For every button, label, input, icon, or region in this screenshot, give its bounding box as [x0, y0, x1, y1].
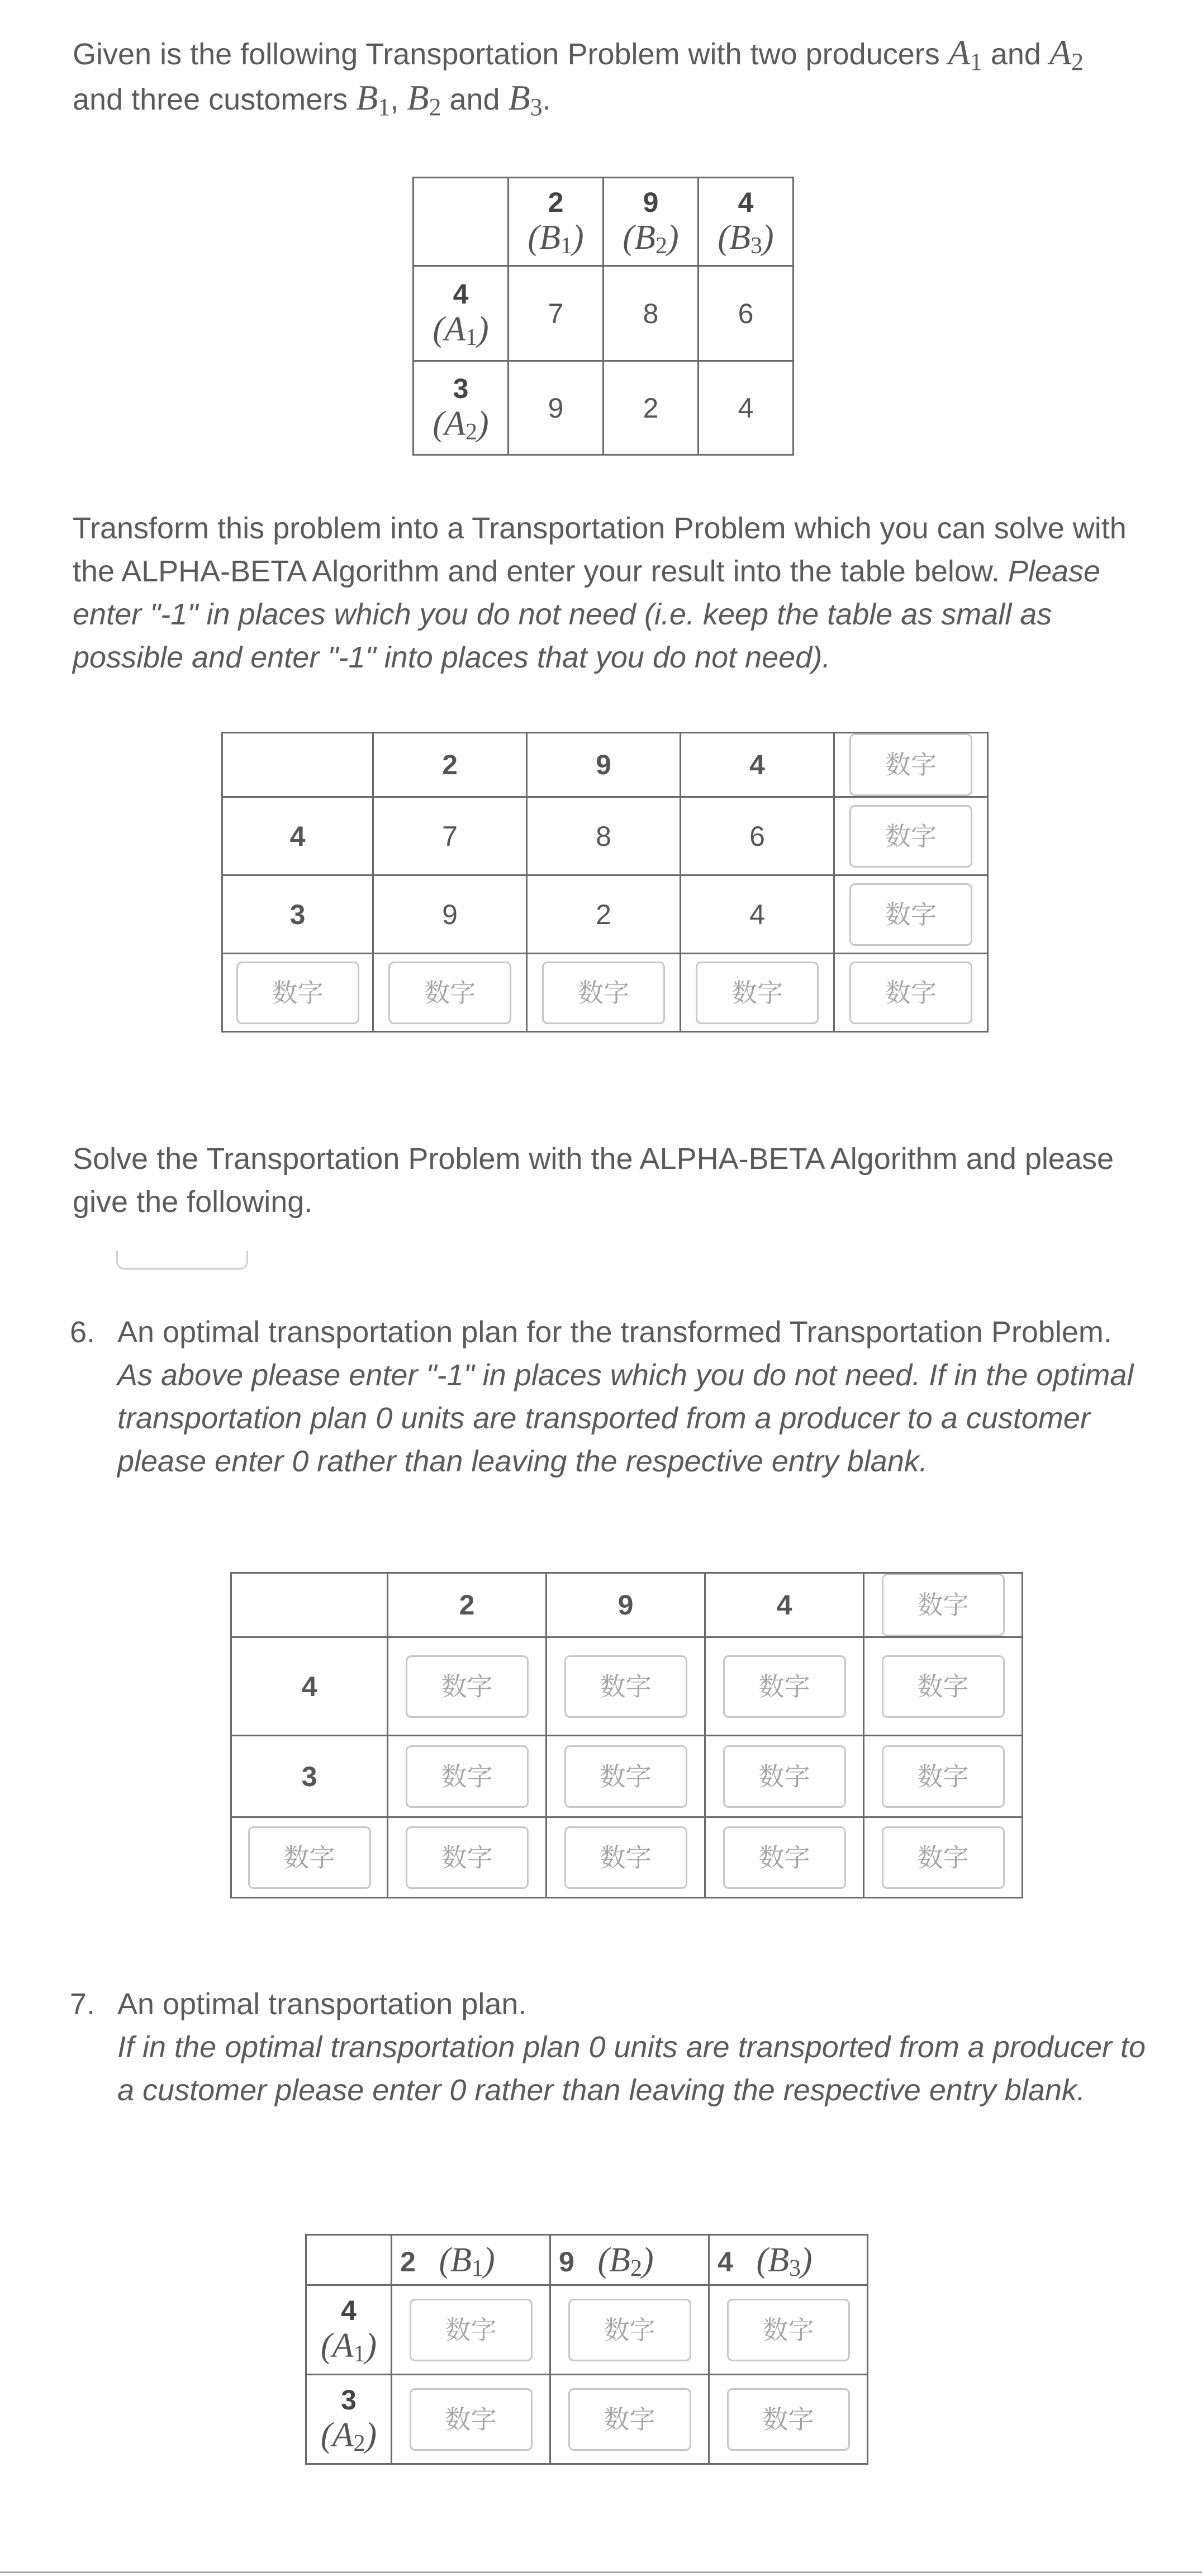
input-cell: [681, 954, 834, 1032]
input-cell: [864, 1573, 1023, 1637]
input-cell: [388, 1817, 547, 1898]
plan-input[interactable]: [410, 2388, 533, 2451]
cost-cell: 9: [509, 361, 604, 455]
customer-label: $(B_1)$: [528, 218, 584, 259]
cost-cell: 4: [681, 875, 834, 954]
plan-input[interactable]: [410, 2299, 533, 2361]
intro-text-c: and: [441, 83, 509, 116]
producer-label: $(A_1)$: [433, 310, 489, 351]
intro-text-a: Given is the following Transportation Problem with two producers: [73, 37, 948, 71]
solve-paragraph: [73, 1138, 1151, 1224]
cost-cell: 8: [527, 797, 681, 875]
plan-input[interactable]: [406, 1655, 529, 1718]
producer-label: $(A_2)$: [320, 2416, 377, 2456]
customer-label: $(B_3)$: [718, 218, 774, 259]
intro-comma: ,: [390, 83, 407, 116]
col-header: 2: [373, 733, 527, 797]
intro-and: and: [982, 37, 1049, 71]
cost-cell: 2: [604, 361, 699, 455]
supply-value: 4: [341, 2294, 357, 2326]
row-header-a1: [306, 2285, 392, 2375]
input-cell: [373, 954, 527, 1032]
demand-value: 4: [738, 186, 754, 218]
col-header: 4: [681, 733, 834, 797]
table-row: [222, 733, 988, 797]
supply-value: 3: [453, 372, 469, 404]
input-cell: [527, 954, 681, 1032]
input-cell: [709, 2285, 868, 2375]
table-row: [231, 1637, 1023, 1736]
input-cell: [834, 797, 988, 875]
math-b3: $B_3$: [508, 78, 543, 121]
input-cell: [547, 1637, 705, 1736]
input-cell: [864, 1817, 1023, 1898]
bottom-divider: [0, 2572, 1202, 2573]
row-header-a2: [414, 361, 509, 455]
intro-text-b: and three customers: [73, 83, 357, 116]
dummy-cost-input[interactable]: [696, 962, 819, 1024]
cost-cell: 7: [509, 266, 604, 361]
intro-paragraph: [73, 31, 1151, 121]
table-row: [414, 266, 794, 361]
corner-cell: [306, 2235, 392, 2285]
col-header-b2: [604, 178, 699, 266]
table-row: [222, 954, 988, 1032]
input-cell: [388, 1637, 547, 1736]
math-b2: $B_2$: [407, 78, 441, 121]
input-cell: [709, 2375, 868, 2464]
dummy-cost-input[interactable]: [849, 883, 972, 946]
input-cell: [392, 2285, 550, 2375]
col-header: 9: [527, 733, 681, 797]
customer-label: $(B_3)$: [756, 2241, 813, 2281]
extra-demand-cell: [834, 733, 988, 797]
input-cell: [231, 1817, 388, 1898]
cost-cell: 9: [373, 875, 527, 954]
table-row: [414, 178, 794, 266]
input-cell: [864, 1637, 1023, 1736]
transformed-problem-table: [221, 732, 989, 1033]
item-6-text: [117, 1311, 1151, 1483]
row-header: 3: [222, 875, 373, 954]
cost-cell: 2: [527, 875, 681, 954]
input-cell: [705, 1817, 864, 1898]
row-header-a2: [306, 2375, 392, 2464]
solve-text: Solve the Transportation Problem with the ALPHA-BETA Algorithm and please give the following.: [73, 1142, 1114, 1219]
row-header: 3: [231, 1736, 388, 1817]
col-header: 4: [705, 1573, 864, 1637]
input-cell: [834, 875, 988, 954]
input-cell: [705, 1637, 864, 1736]
cost-cell: 6: [681, 797, 834, 875]
item-6-title: An optimal transportation plan for the transformed Transportation Problem.: [117, 1315, 1112, 1349]
col-header: 9: [547, 1573, 705, 1637]
math-b1: $B_1$: [356, 78, 391, 121]
math-a2: $A_2$: [1049, 32, 1084, 75]
extra-supply-input[interactable]: [248, 1826, 371, 1889]
producer-label: $(A_1)$: [320, 2326, 377, 2367]
intro-period: .: [542, 83, 551, 116]
plan-input[interactable]: [564, 1826, 687, 1889]
supply-value: 4: [453, 278, 469, 310]
table-row: [222, 797, 988, 875]
extra-demand-input[interactable]: [849, 733, 972, 796]
demand-value: 2: [548, 186, 564, 218]
item-7-title: An optimal transportation plan.: [117, 1987, 527, 2021]
input-cell: [864, 1736, 1023, 1817]
plan-input[interactable]: [406, 1826, 529, 1889]
item-7-note: If in the optimal transportation plan 0 units are transported from a producer to a customer please enter 0 rather than leaving the respective entry blank.: [117, 2030, 1146, 2107]
table-row: [306, 2285, 868, 2375]
col-header-b2: [550, 2235, 709, 2285]
demand-value: 9: [559, 2246, 574, 2277]
table-row: [231, 1736, 1023, 1817]
input-cell: [547, 1736, 705, 1817]
input-cell: [834, 954, 988, 1032]
plan-input[interactable]: [564, 1655, 687, 1718]
cost-cell: 4: [699, 361, 794, 455]
corner-cell: [231, 1573, 388, 1637]
transform-paragraph: [73, 507, 1151, 679]
cost-cell: 7: [373, 797, 527, 875]
plan-input[interactable]: [568, 2388, 691, 2451]
item-6-note: As above please enter "-1" in places which you do not need. If in the optimal transportation plan 0 units are transported from a producer to a customer please enter 0 rather than leaving the respective entry blank.: [117, 1358, 1134, 1478]
cost-cell: 6: [699, 266, 794, 361]
table-row: [414, 361, 794, 455]
plan-input[interactable]: [568, 2299, 691, 2361]
plan-input[interactable]: [723, 1826, 846, 1889]
col-header-b1: [392, 2235, 550, 2285]
input-cell: [392, 2375, 550, 2464]
math-a1: $A_1$: [948, 32, 982, 75]
extra-demand-input[interactable]: [882, 1574, 1005, 1636]
customer-label: $(B_2)$: [597, 2241, 654, 2281]
demand-value: 9: [643, 186, 659, 218]
col-header-b3: [709, 2235, 868, 2285]
plan-input[interactable]: [882, 1655, 1005, 1718]
corner-cell: [414, 178, 509, 266]
plan-input[interactable]: [723, 1745, 846, 1808]
table-row: [306, 2235, 868, 2285]
plan-input[interactable]: [723, 1655, 846, 1718]
transform-text: Transform this problem into a Transportation Problem which you can solve with the ALPHA-BETA Algorithm and enter your result into the table below.: [73, 512, 1127, 588]
table-row: [231, 1573, 1023, 1637]
row-header: 4: [231, 1637, 388, 1736]
supply-value: 3: [341, 2384, 357, 2416]
customer-label: $(B_1)$: [439, 2241, 495, 2281]
transform-note: Please enter "-1" in places which you do not need (i.e. keep the table as small as possible and enter "-1" into places that you do not need).: [73, 555, 1101, 674]
col-header-b3: [699, 178, 794, 266]
plan-input[interactable]: [882, 1745, 1005, 1808]
original-problem-table: [412, 177, 794, 456]
input-cell: [222, 954, 373, 1032]
plan-input[interactable]: [882, 1826, 1005, 1889]
producer-label: $(A_2)$: [433, 404, 489, 445]
dummy-cost-input[interactable]: [388, 962, 511, 1024]
table-row: [306, 2375, 868, 2464]
plan-input[interactable]: [727, 2388, 850, 2451]
dummy-cost-input[interactable]: [849, 962, 972, 1024]
table-row: [231, 1817, 1023, 1898]
cost-cell: 8: [604, 266, 699, 361]
input-cell: [547, 1817, 705, 1898]
plan-input[interactable]: [564, 1745, 687, 1808]
plan-input[interactable]: [406, 1745, 529, 1808]
demand-value: 4: [718, 2246, 733, 2277]
optimal-plan-table: [305, 2234, 868, 2465]
item-7-number: 7.: [70, 1987, 96, 2021]
col-header: 2: [388, 1573, 547, 1637]
collapsed-input-fragment: [116, 1251, 248, 1270]
input-cell: [388, 1736, 547, 1817]
row-header-a1: [414, 266, 509, 361]
demand-value: 2: [400, 2246, 416, 2277]
input-cell: [550, 2285, 709, 2375]
input-cell: [705, 1736, 864, 1817]
dummy-cost-input[interactable]: [542, 962, 665, 1024]
col-header-b1: [509, 178, 604, 266]
input-cell: [550, 2375, 709, 2464]
plan-input[interactable]: [727, 2299, 850, 2361]
table-row: [222, 875, 988, 954]
row-header: 4: [222, 797, 373, 875]
corner-cell: [222, 733, 373, 797]
transformed-plan-table: [230, 1572, 1023, 1898]
extra-supply-input[interactable]: [236, 962, 359, 1024]
customer-label: $(B_2)$: [623, 218, 679, 259]
dummy-cost-input[interactable]: [849, 805, 972, 868]
item-7-text: [117, 1983, 1151, 2112]
item-6-number: 6.: [70, 1315, 96, 1349]
